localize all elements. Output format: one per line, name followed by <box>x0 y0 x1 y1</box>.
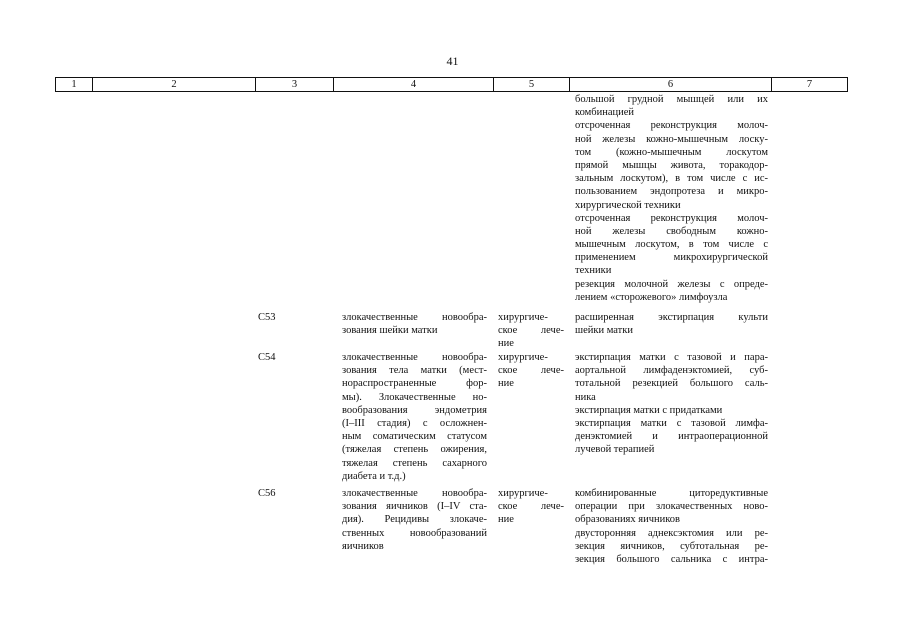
text-line: вообразования эндометрия <box>342 404 487 416</box>
text-line: хирургиче- <box>498 488 548 499</box>
text-line: резекция молочной железы с опреде- <box>575 278 768 290</box>
text-line: мы). Злокачественные но- <box>342 391 487 403</box>
text-line: ственных новообразований <box>342 527 487 539</box>
text-line: тотальной резекцией большого саль- <box>575 378 768 390</box>
text-line: аортальной лимфаденэктомией, суб- <box>575 365 768 377</box>
text-line: ние <box>498 338 514 350</box>
row-diagnosis <box>342 311 487 337</box>
text-line: комбинацией <box>575 107 635 119</box>
page-number: 41 <box>446 54 459 68</box>
text-line: операции при злокачественных ново- <box>575 501 768 513</box>
text-line: хирургической техники <box>575 199 681 211</box>
text-line: злокачественные новообра- <box>342 312 487 323</box>
text-line: применением микрохирургической <box>575 252 768 264</box>
text-line: прямой мышцы живота, торакодор- <box>575 159 768 171</box>
text-line: отсроченная реконструкция молоч- <box>575 120 768 132</box>
header-col-6: 6 <box>569 78 771 91</box>
text-line: комбинированные циторедуктивные <box>575 488 768 499</box>
text-line: расширенная экстирпация культи <box>575 312 768 323</box>
row-methods <box>575 351 768 457</box>
row-methods <box>575 487 768 566</box>
text-line: техники <box>575 265 612 277</box>
row-diagnosis <box>342 487 487 553</box>
row-treatment <box>498 351 564 391</box>
header-col-2: 2 <box>92 78 255 91</box>
text-line: большой грудной мышцей или их <box>575 94 768 105</box>
text-line: пользованием эндопротеза и микро- <box>575 186 768 198</box>
header-col-3: 3 <box>255 78 333 91</box>
text-line: дия). Рецидивы злокаче- <box>342 514 487 526</box>
row-code: C53 <box>258 312 276 323</box>
text-line: мышечным лоскутом, в том числе с <box>575 239 768 251</box>
text-line: отсроченная реконструкция молоч- <box>575 212 768 224</box>
text-line: зования шейки матки <box>342 325 438 337</box>
row-treatment <box>498 311 564 351</box>
text-line: ское лече- <box>498 501 564 513</box>
header-col-7: 7 <box>771 78 848 91</box>
text-line: экстирпация матки с тазовой и пара- <box>575 352 768 363</box>
text-line: ника <box>575 391 596 403</box>
text-line: хирургиче- <box>498 312 548 323</box>
text-line: нораспространенные фор- <box>342 378 487 390</box>
text-line: образованиях яичников <box>575 514 681 526</box>
row-code: C54 <box>258 352 276 363</box>
text-line: ние <box>498 378 514 390</box>
text-line: хирургиче- <box>498 352 548 363</box>
text-line: ское лече- <box>498 325 564 337</box>
text-line: экстирпация матки с тазовой лимфа- <box>575 417 768 429</box>
header-col-4: 4 <box>333 78 493 91</box>
text-line: (тяжелая степень ожирения, <box>342 444 487 456</box>
text-line: лучевой терапией <box>575 444 655 456</box>
text-line: диабета и т.д.) <box>342 470 406 482</box>
row-methods <box>575 311 768 337</box>
row-treatment <box>498 487 564 527</box>
text-line: денэктомией и интраоперационной <box>575 431 768 443</box>
continuation-methods <box>575 93 768 304</box>
text-line: зования яичников (I–IV ста- <box>342 501 487 513</box>
text-line: злокачественные новообра- <box>342 352 487 363</box>
text-line: злокачественные новообра- <box>342 488 487 499</box>
text-line: зекция большого сальника с интра- <box>575 553 768 565</box>
text-line: зекция яичников, субтотальная ре- <box>575 540 768 552</box>
text-line: шейки матки <box>575 325 633 337</box>
text-line: яичников <box>342 540 384 552</box>
text-line: ной железы кожно-мышечным лоску- <box>575 133 768 145</box>
text-line: ние <box>498 514 514 526</box>
text-line: лением «сторожевого» лимфоузла <box>575 291 728 303</box>
text-line: двусторонняя аднексэктомия или ре- <box>575 527 768 539</box>
text-line: ной железы свободным кожно- <box>575 225 768 237</box>
text-line: зальным лоскутом), в том числе с ис- <box>575 173 768 185</box>
row-diagnosis <box>342 351 487 483</box>
text-line: ское лече- <box>498 365 564 377</box>
header-col-1: 1 <box>55 78 92 91</box>
text-line: ным соматическим статусом <box>342 431 487 443</box>
text-line: (I–III стадия) с осложнен- <box>342 417 487 429</box>
table-header <box>55 77 848 92</box>
row-code: C56 <box>258 488 276 499</box>
header-col-5: 5 <box>493 78 569 91</box>
text-line: тяжелая степень сахарного <box>342 457 487 469</box>
text-line: том (кожно-мышечным лоскутом <box>575 146 768 158</box>
text-line: экстирпация матки с придатками <box>575 404 723 416</box>
text-line: зования тела матки (мест- <box>342 365 487 377</box>
